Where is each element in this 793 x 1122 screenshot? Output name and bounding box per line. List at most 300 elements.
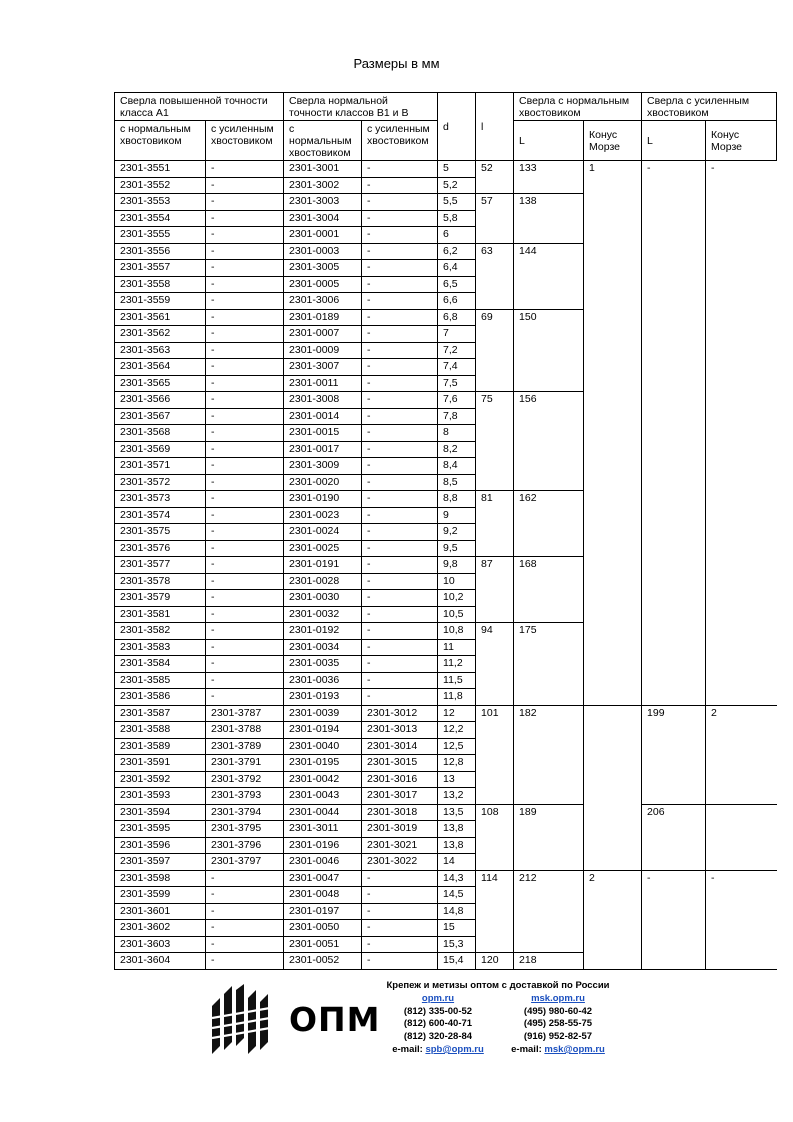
cell-normal-L: 182 [514,705,584,804]
table-row [115,161,777,178]
cell-a1-reinforced: - [206,903,284,920]
page-caption: Размеры в мм [353,56,440,71]
cell-d: 8,2 [438,441,476,458]
cell-d: 5 [438,161,476,178]
cell-a1-reinforced: - [206,540,284,557]
cell-b-reinforced: - [362,425,438,442]
cell-normal-L: 189 [514,804,584,870]
cell-d: 8 [438,425,476,442]
cell-d: 7,6 [438,392,476,409]
cell-a1-normal: 2301-3604 [115,953,206,970]
cell-a1-normal: 2301-3596 [115,837,206,854]
site-link-msk[interactable]: msk.opm.ru [531,992,585,1004]
cell-b-normal: 2301-0195 [284,755,362,772]
cell-a1-reinforced: - [206,276,284,293]
cell-a1-reinforced: 2301-3792 [206,771,284,788]
email-label-msk: e-mail: [511,1043,545,1055]
contact-block [378,980,618,1057]
cell-d: 5,2 [438,177,476,194]
cell-normal-L: 162 [514,491,584,557]
cell-a1-reinforced: - [206,441,284,458]
cell-d: 10,5 [438,606,476,623]
cell-a1-normal: 2301-3585 [115,672,206,689]
cell-b-normal: 2301-0193 [284,689,362,706]
cell-b-reinforced: 2301-3019 [362,821,438,838]
cell-normal-L: 212 [514,870,584,953]
cell-a1-normal: 2301-3572 [115,474,206,491]
cell-a1-normal: 2301-3564 [115,359,206,376]
cell-a1-reinforced: - [206,458,284,475]
cell-d: 7,2 [438,342,476,359]
cell-d: 6,6 [438,293,476,310]
cell-b-normal: 2301-0007 [284,326,362,343]
cell-b-reinforced: 2301-3015 [362,755,438,772]
cell-b-normal: 2301-0023 [284,507,362,524]
cell-b-reinforced: 2301-3017 [362,788,438,805]
cell-b-reinforced: - [362,227,438,244]
cell-b-normal: 2301-0047 [284,870,362,887]
cell-a1-reinforced: - [206,359,284,376]
cell-b-reinforced: - [362,491,438,508]
cell-d: 14,3 [438,870,476,887]
cell-b-normal: 2301-0046 [284,854,362,871]
email-link-spb[interactable]: spb@opm.ru [425,1043,484,1055]
cell-d: 10,8 [438,623,476,640]
cell-b-reinforced: 2301-3012 [362,705,438,722]
cell-l: 108 [476,804,514,870]
cell-b-normal: 2301-3003 [284,194,362,211]
cell-a1-normal: 2301-3557 [115,260,206,277]
cell-a1-reinforced: - [206,639,284,656]
cell-a1-reinforced: 2301-3796 [206,837,284,854]
cell-a1-normal: 2301-3589 [115,738,206,755]
cell-b-normal: 2301-0191 [284,557,362,574]
cell-reinforced-morse: - [706,161,777,706]
header-group-a1: Сверла повышенной точности класса А1 [115,93,284,121]
cell-b-reinforced: - [362,887,438,904]
header-d: d [438,93,476,161]
cell-a1-reinforced: - [206,194,284,211]
cell-l: 120 [476,953,514,970]
cell-a1-reinforced: - [206,326,284,343]
cell-b-reinforced: - [362,276,438,293]
cell-a1-reinforced: - [206,210,284,227]
cell-normal-L: 218 [514,953,584,970]
cell-d: 12,5 [438,738,476,755]
contacts-spb [378,993,498,1057]
cell-b-normal: 2301-3002 [284,177,362,194]
cell-b-normal: 2301-0009 [284,342,362,359]
cell-a1-normal: 2301-3601 [115,903,206,920]
cell-d: 14 [438,854,476,871]
cell-a1-normal: 2301-3575 [115,524,206,541]
cell-b-reinforced: - [362,474,438,491]
cell-d: 6,5 [438,276,476,293]
cell-d: 13,5 [438,804,476,821]
cell-b-normal: 2301-0024 [284,524,362,541]
cell-l: 75 [476,392,514,491]
cell-b-reinforced: 2301-3013 [362,722,438,739]
cell-a1-normal: 2301-3553 [115,194,206,211]
cell-a1-normal: 2301-3602 [115,920,206,937]
cell-d: 13,8 [438,821,476,838]
cell-d: 9 [438,507,476,524]
cell-b-reinforced: - [362,375,438,392]
cell-a1-normal: 2301-3566 [115,392,206,409]
cell-d: 15 [438,920,476,937]
cell-b-reinforced: - [362,656,438,673]
cell-a1-normal: 2301-3592 [115,771,206,788]
cell-b-normal: 2301-0030 [284,590,362,607]
cell-a1-normal: 2301-3578 [115,573,206,590]
cell-d: 13,2 [438,788,476,805]
cell-d: 6,8 [438,309,476,326]
cell-a1-reinforced: 2301-3787 [206,705,284,722]
header-b-normal: с нормальным хвостовиком [284,121,362,161]
phone-spb-1: (812) 335-00-52 [403,1005,473,1017]
cell-a1-reinforced: - [206,375,284,392]
cell-d: 15,3 [438,936,476,953]
cell-b-normal: 2301-0032 [284,606,362,623]
cell-a1-normal: 2301-3593 [115,788,206,805]
cell-d: 11,5 [438,672,476,689]
cell-a1-normal: 2301-3591 [115,755,206,772]
cell-b-normal: 2301-0035 [284,656,362,673]
cell-a1-normal: 2301-3562 [115,326,206,343]
cell-a1-reinforced: - [206,672,284,689]
cell-b-normal: 2301-0189 [284,309,362,326]
cell-a1-reinforced: 2301-3791 [206,755,284,772]
cell-a1-reinforced: - [206,557,284,574]
cell-d: 6,4 [438,260,476,277]
cell-reinforced-L: - [642,161,706,706]
cell-d: 6,2 [438,243,476,260]
cell-a1-normal: 2301-3573 [115,491,206,508]
cell-b-reinforced: - [362,194,438,211]
cell-a1-normal: 2301-3579 [115,590,206,607]
cell-b-normal: 2301-0192 [284,623,362,640]
cell-b-normal: 2301-0014 [284,408,362,425]
cell-b-reinforced: - [362,639,438,656]
brand-name: ОПМ [289,1000,381,1039]
cell-normal-morse: 2 [584,870,642,969]
cell-l: 101 [476,705,514,804]
cell-b-reinforced: - [362,309,438,326]
phone-msk-3: (916) 952-82-57 [523,1031,593,1043]
cell-normal-L: 175 [514,623,584,706]
cell-d: 11,8 [438,689,476,706]
cell-normal-morse [584,705,642,870]
cell-d: 13,8 [438,837,476,854]
cell-a1-normal: 2301-3576 [115,540,206,557]
cell-reinforced-morse [706,804,777,870]
cell-b-reinforced: 2301-3018 [362,804,438,821]
cell-b-normal: 2301-3005 [284,260,362,277]
cell-a1-reinforced: - [206,392,284,409]
cell-a1-normal: 2301-3586 [115,689,206,706]
cell-a1-normal: 2301-3571 [115,458,206,475]
cell-a1-normal: 2301-3574 [115,507,206,524]
cell-d: 15,4 [438,953,476,970]
contacts-msk [498,993,618,1057]
cell-a1-normal: 2301-3559 [115,293,206,310]
header-reinforced-morse: Конус Морзе [706,121,777,161]
cell-a1-normal: 2301-3587 [115,705,206,722]
cell-b-normal: 2301-0015 [284,425,362,442]
cell-a1-normal: 2301-3581 [115,606,206,623]
cell-normal-L: 156 [514,392,584,491]
header-reinforced-L: L [642,121,706,161]
cell-b-reinforced: - [362,557,438,574]
cell-a1-normal: 2301-3577 [115,557,206,574]
cell-d: 12 [438,705,476,722]
cell-l: 114 [476,870,514,953]
cell-a1-normal: 2301-3551 [115,161,206,178]
cell-b-normal: 2301-0197 [284,903,362,920]
cell-reinforced-L: - [642,870,706,969]
cell-b-reinforced: - [362,408,438,425]
cell-reinforced-morse: 2 [706,705,777,804]
cell-d: 8,4 [438,458,476,475]
cell-a1-normal: 2301-3552 [115,177,206,194]
cell-b-reinforced: - [362,623,438,640]
cell-b-reinforced: - [362,953,438,970]
cell-a1-reinforced: - [206,623,284,640]
cell-b-reinforced: - [362,260,438,277]
cell-b-normal: 2301-0050 [284,920,362,937]
cell-a1-reinforced: - [206,870,284,887]
cell-a1-reinforced: 2301-3794 [206,804,284,821]
phone-msk-2: (495) 258-55-75 [523,1018,593,1030]
cell-a1-normal: 2301-3597 [115,854,206,871]
cell-d: 7,4 [438,359,476,376]
cell-b-normal: 2301-0034 [284,639,362,656]
cell-a1-reinforced: 2301-3789 [206,738,284,755]
cell-a1-reinforced: - [206,408,284,425]
cell-b-reinforced: - [362,540,438,557]
site-link-spb[interactable]: opm.ru [421,992,455,1004]
cell-a1-reinforced: - [206,474,284,491]
cell-b-normal: 2301-0020 [284,474,362,491]
cell-reinforced-L: 199 [642,705,706,804]
cell-b-normal: 2301-0190 [284,491,362,508]
cell-b-normal: 2301-0196 [284,837,362,854]
cell-b-normal: 2301-0028 [284,573,362,590]
footer [0,980,793,1060]
email-label-spb: e-mail: [392,1043,426,1055]
cell-a1-reinforced: - [206,425,284,442]
table-row [115,705,777,722]
cell-d: 11 [438,639,476,656]
cell-b-reinforced: - [362,903,438,920]
cell-a1-reinforced: - [206,606,284,623]
cell-a1-reinforced: - [206,309,284,326]
cell-b-reinforced: 2301-3022 [362,854,438,871]
cell-b-reinforced: - [362,524,438,541]
cell-d: 13 [438,771,476,788]
cell-a1-reinforced: - [206,243,284,260]
cell-a1-reinforced: - [206,920,284,937]
cell-d: 6 [438,227,476,244]
phone-msk-1: (495) 980-60-42 [523,1005,593,1017]
cell-a1-normal: 2301-3561 [115,309,206,326]
cell-d: 9,2 [438,524,476,541]
cell-a1-normal: 2301-3588 [115,722,206,739]
cell-d: 5,5 [438,194,476,211]
cell-l: 69 [476,309,514,392]
cell-b-normal: 2301-3011 [284,821,362,838]
cell-b-normal: 2301-0043 [284,788,362,805]
cell-b-reinforced: - [362,870,438,887]
cell-b-reinforced: - [362,210,438,227]
header-a1-normal: с нормальным хвостовиком [115,121,206,161]
cell-a1-reinforced: - [206,260,284,277]
cell-normal-L: 168 [514,557,584,623]
cell-b-normal: 2301-0052 [284,953,362,970]
cell-b-normal: 2301-0005 [284,276,362,293]
header-group-normal-shank: Сверла с нормальным хвостовиком [514,93,642,121]
cell-a1-reinforced: - [206,161,284,178]
cell-b-normal: 2301-0040 [284,738,362,755]
cell-d: 10 [438,573,476,590]
cell-reinforced-morse: - [706,870,777,969]
cell-l: 81 [476,491,514,557]
cell-normal-morse: 1 [584,161,642,706]
cell-a1-reinforced: - [206,953,284,970]
cell-a1-reinforced: - [206,507,284,524]
table-row [115,804,777,821]
cell-b-normal: 2301-3009 [284,458,362,475]
cell-d: 12,8 [438,755,476,772]
cell-a1-normal: 2301-3594 [115,804,206,821]
cell-b-reinforced: - [362,573,438,590]
cell-d: 7 [438,326,476,343]
cell-d: 11,2 [438,656,476,673]
cell-a1-normal: 2301-3565 [115,375,206,392]
cell-normal-L: 138 [514,194,584,244]
cell-a1-normal: 2301-3554 [115,210,206,227]
cell-l: 87 [476,557,514,623]
drill-size-table [114,92,777,970]
cell-b-reinforced: - [362,507,438,524]
cell-a1-reinforced: 2301-3797 [206,854,284,871]
cell-b-reinforced: - [362,689,438,706]
cell-b-normal: 2301-3004 [284,210,362,227]
cell-normal-L: 144 [514,243,584,309]
cell-d: 9,5 [438,540,476,557]
cell-b-normal: 2301-0044 [284,804,362,821]
cell-a1-reinforced: - [206,293,284,310]
header-b-reinforced: с усиленным хвостовиком [362,121,438,161]
table-row [115,870,777,887]
cell-a1-normal: 2301-3555 [115,227,206,244]
cell-normal-L: 133 [514,161,584,194]
cell-b-reinforced: - [362,243,438,260]
cell-a1-reinforced: - [206,177,284,194]
cell-b-reinforced: 2301-3021 [362,837,438,854]
cell-a1-reinforced: - [206,524,284,541]
cell-l: 94 [476,623,514,706]
cell-a1-reinforced: 2301-3788 [206,722,284,739]
cell-a1-reinforced: - [206,689,284,706]
cell-a1-normal: 2301-3603 [115,936,206,953]
cell-d: 5,8 [438,210,476,227]
email-link-msk[interactable]: msk@opm.ru [544,1043,605,1055]
cell-a1-reinforced: 2301-3793 [206,788,284,805]
cell-a1-normal: 2301-3569 [115,441,206,458]
cell-b-normal: 2301-0036 [284,672,362,689]
cell-b-normal: 2301-3008 [284,392,362,409]
cell-a1-reinforced: - [206,887,284,904]
cell-d: 7,5 [438,375,476,392]
cell-a1-normal: 2301-3598 [115,870,206,887]
cell-b-reinforced: - [362,441,438,458]
header-group-reinforced-shank: Сверла с усиленным хвостовиком [642,93,777,121]
cell-b-normal: 2301-3001 [284,161,362,178]
cell-d: 10,2 [438,590,476,607]
cell-b-reinforced: - [362,672,438,689]
cell-b-normal: 2301-3006 [284,293,362,310]
cell-b-reinforced: - [362,590,438,607]
phone-spb-3: (812) 320-28-84 [403,1031,473,1043]
cell-b-normal: 2301-0039 [284,705,362,722]
cell-b-normal: 2301-0017 [284,441,362,458]
cell-b-reinforced: - [362,392,438,409]
cell-a1-normal: 2301-3558 [115,276,206,293]
header-l: l [476,93,514,161]
cell-d: 7,8 [438,408,476,425]
cell-b-normal: 2301-0051 [284,936,362,953]
header-group-b: Сверла нормальной точности классов В1 и В [284,93,438,121]
cell-b-reinforced: - [362,161,438,178]
cell-a1-normal: 2301-3567 [115,408,206,425]
cell-a1-normal: 2301-3599 [115,887,206,904]
cell-a1-normal: 2301-3583 [115,639,206,656]
cell-a1-normal: 2301-3582 [115,623,206,640]
cell-b-reinforced: - [362,177,438,194]
cell-a1-normal: 2301-3563 [115,342,206,359]
cell-a1-normal: 2301-3568 [115,425,206,442]
header-normal-morse: Конус Морзе [584,121,642,161]
cell-a1-reinforced: - [206,342,284,359]
cell-a1-reinforced: - [206,936,284,953]
phone-spb-2: (812) 600-40-71 [403,1018,473,1030]
cell-b-reinforced: - [362,920,438,937]
cell-b-normal: 2301-0042 [284,771,362,788]
header-a1-reinforced: с усиленным хвостовиком [206,121,284,161]
cell-b-normal: 2301-0025 [284,540,362,557]
cell-b-normal: 2301-0194 [284,722,362,739]
cell-a1-reinforced: - [206,590,284,607]
cell-a1-reinforced: - [206,573,284,590]
cell-b-reinforced: - [362,293,438,310]
cell-a1-reinforced: 2301-3795 [206,821,284,838]
cell-a1-normal: 2301-3595 [115,821,206,838]
cell-b-normal: 2301-0048 [284,887,362,904]
header-normal-L: L [514,121,584,161]
cell-d: 14,5 [438,887,476,904]
cell-a1-reinforced: - [206,656,284,673]
cell-a1-reinforced: - [206,491,284,508]
cell-d: 8,8 [438,491,476,508]
cell-normal-L: 150 [514,309,584,392]
cell-reinforced-L: 206 [642,804,706,870]
cell-b-normal: 2301-3007 [284,359,362,376]
cell-b-reinforced: - [362,936,438,953]
cell-b-reinforced: - [362,359,438,376]
cell-d: 14,8 [438,903,476,920]
opm-logo-icon [212,984,272,1056]
